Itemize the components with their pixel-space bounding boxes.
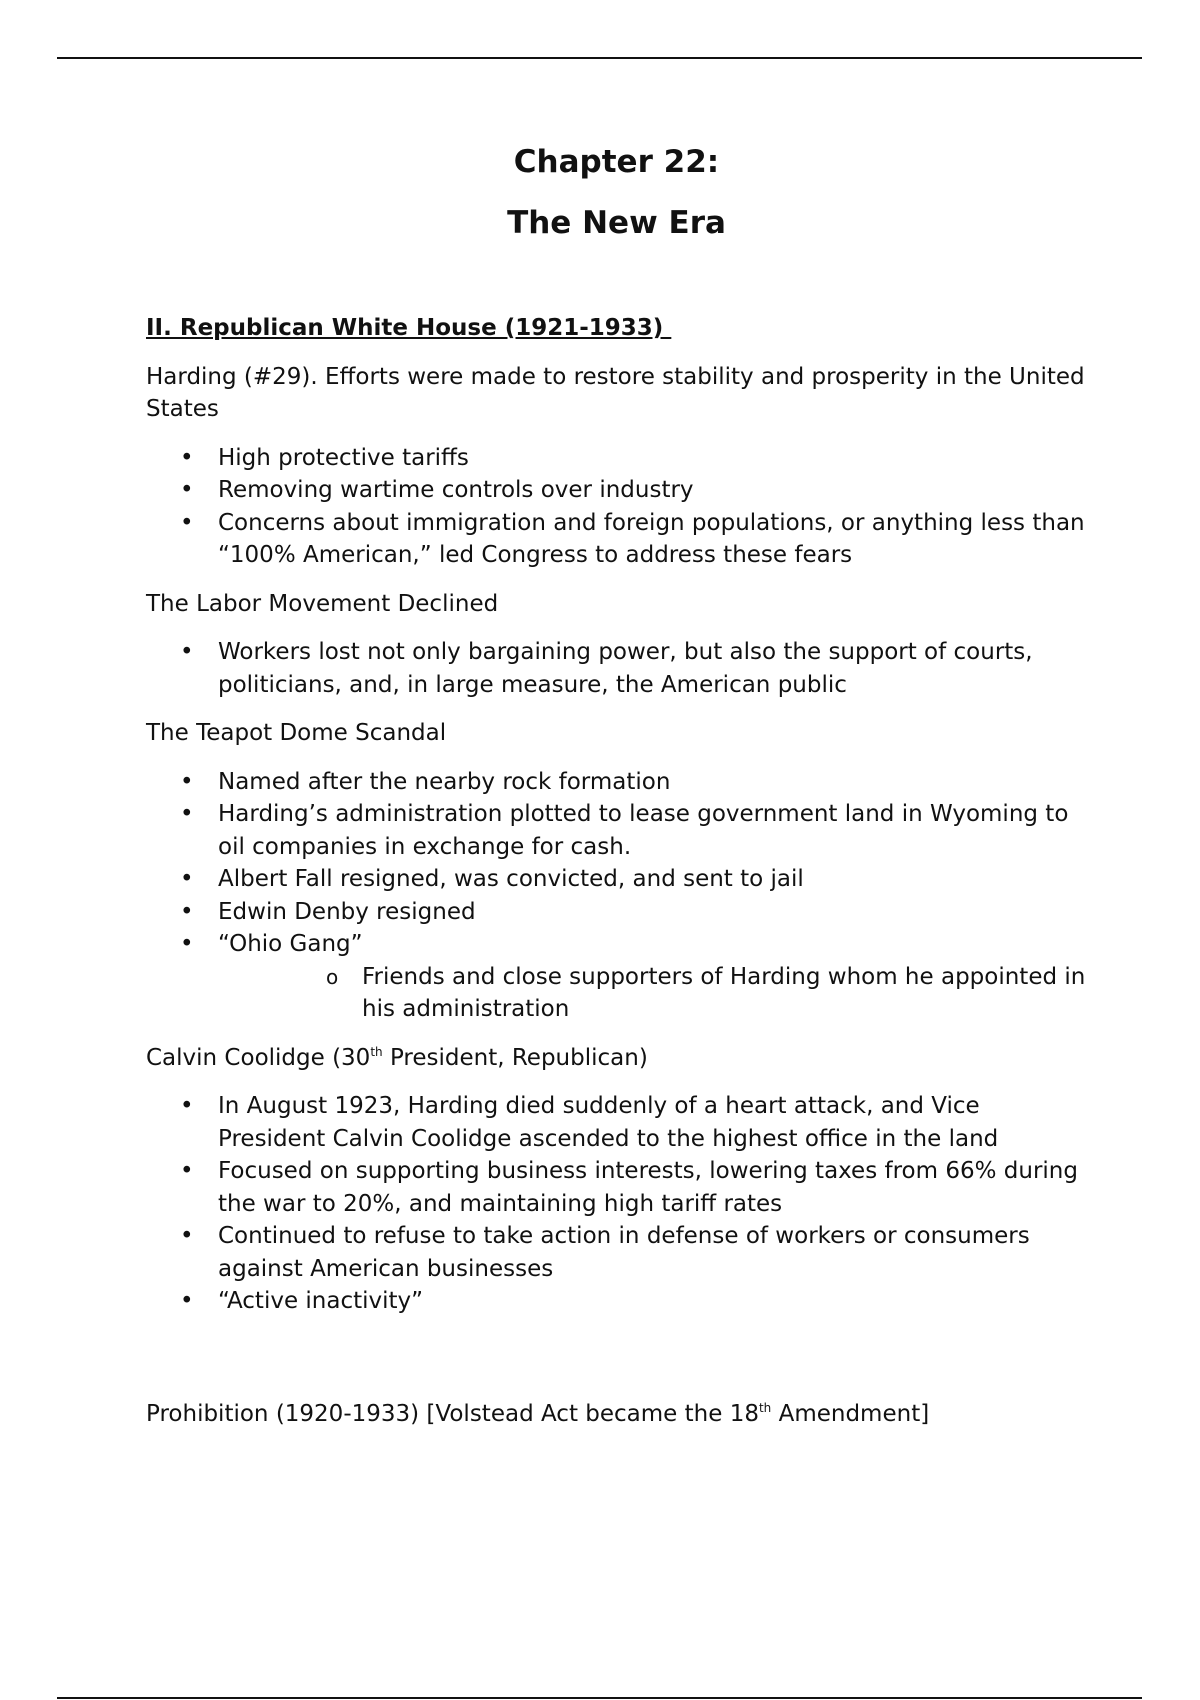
teapot-bullet-list <box>146 766 1086 1026</box>
list-item: • “Active inactivity” <box>146 1285 1086 1318</box>
bullet-icon: • <box>180 1288 194 1314</box>
list-item: • Albert Fall resigned, was convicted, and sent to jail <box>146 863 1086 896</box>
list-item: • “Ohio Gang” o Friends and close supporters of Harding whom he appointed in his administration <box>146 928 1086 1026</box>
sub-bullet-icon: o <box>326 964 339 989</box>
teapot-heading: The Teapot Dome Scandal <box>146 720 447 746</box>
labor-heading: The Labor Movement Declined <box>146 590 499 617</box>
list-item: • Harding’s administration plotted to lease government land in Wyoming to oil companies in exchange for cash. <box>146 798 1086 863</box>
bullet-icon: • <box>180 866 194 892</box>
list-item: • Continued to refuse to take action in defense of workers or consumers against American businesses <box>146 1220 1086 1285</box>
bottom-rule <box>57 1697 1142 1699</box>
bullet-icon: • <box>180 801 194 827</box>
top-rule <box>57 57 1142 59</box>
prohibition-heading: Prohibition (1920-1933) [Volstead Act became the 18th Amendment] <box>146 1400 930 1427</box>
bullet-icon: • <box>180 1158 194 1184</box>
bullet-icon: • <box>180 1093 194 1119</box>
list-item: • Concerns about immigration and foreign populations, or anything less than “100% American,” led Congress to address these fears <box>146 507 1086 572</box>
section-heading: II. Republican White House (1921-1933) <box>146 315 672 341</box>
list-item: • Workers lost not only bargaining power, but also the support of courts, politicians, and, in large measure, the American public <box>146 636 1086 701</box>
document-body <box>146 312 1086 1446</box>
chapter-title: Chapter 22: <box>513 144 720 180</box>
coolidge-bullet-list <box>146 1090 1086 1318</box>
list-item: • Focused on supporting business interests, lowering taxes from 66% during the war to 20%, and maintaining high tariff rates <box>146 1155 1086 1220</box>
list-item: • Removing wartime controls over industry <box>146 474 1086 507</box>
list-item: • Named after the nearby rock formation <box>146 766 1086 799</box>
bullet-icon: • <box>180 931 194 957</box>
list-item: • High protective tariffs <box>146 442 1086 475</box>
harding-bullet-list <box>146 442 1086 572</box>
sub-list-item: o Friends and close supporters of Harding whom he appointed in his administration <box>218 961 1086 1026</box>
chapter-subtitle: The New Era <box>507 205 726 241</box>
list-item: • Edwin Denby resigned <box>146 896 1086 929</box>
bullet-icon: • <box>180 898 194 925</box>
ohio-gang-sub-list <box>218 961 1086 1026</box>
bullet-icon: • <box>180 1223 194 1249</box>
bullet-icon: • <box>180 444 194 471</box>
spacer <box>146 1334 1086 1398</box>
bullet-icon: • <box>180 477 194 503</box>
bullet-icon: • <box>180 768 194 795</box>
labor-bullet-list <box>146 636 1086 701</box>
bullet-icon: • <box>180 509 194 536</box>
coolidge-heading: Calvin Coolidge (30th President, Republican) <box>146 1044 648 1071</box>
harding-intro: Harding (#29). Efforts were made to restore stability and prosperity in the United States <box>146 363 1085 422</box>
list-item: • In August 1923, Harding died suddenly of a heart attack, and Vice President Calvin Coolidge ascended to the highest office in the land <box>146 1090 1086 1155</box>
bullet-icon: • <box>180 639 194 665</box>
